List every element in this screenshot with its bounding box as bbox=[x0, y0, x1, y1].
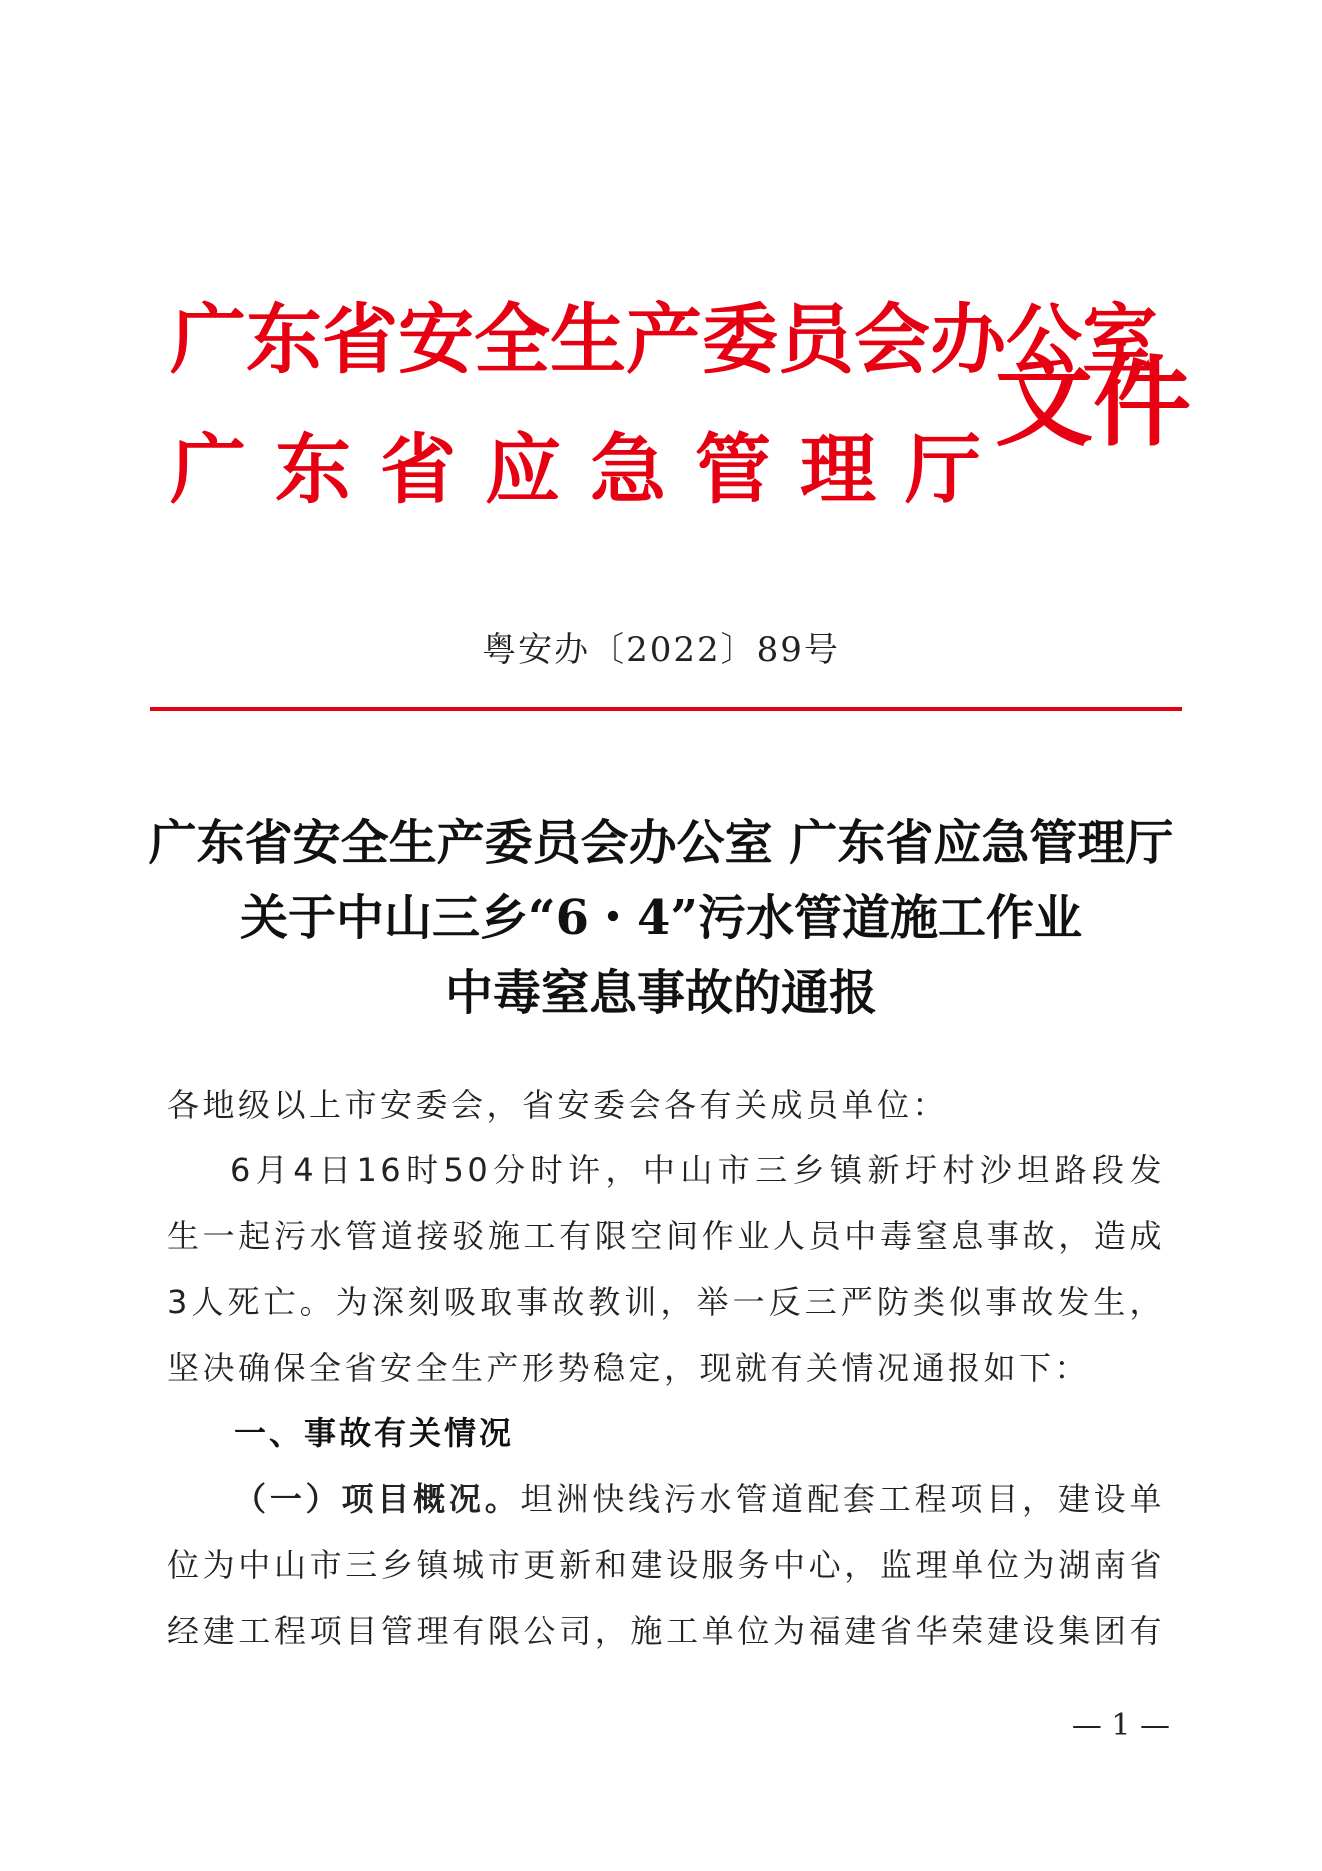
issuer-line-2-char: 应 bbox=[485, 425, 561, 514]
paragraph-2-line-text: 坦洲快线污水管道配套工程项目，建设单 bbox=[520, 1480, 1165, 1518]
paragraph-1-line: 6月4日16时50分时许，中山市三乡镇新圩村沙坦路段发 bbox=[230, 1151, 1165, 1189]
issuer-line-2-char: 急 bbox=[590, 425, 666, 514]
issuer-line-2-char: 厅 bbox=[905, 425, 981, 514]
paragraph-2-line: 经建工程项目管理有限公司，施工单位为福建省华荣建设集团有 bbox=[167, 1612, 1165, 1650]
salutation: 各地级以上市安委会，省安委会各有关成员单位： bbox=[167, 1086, 949, 1124]
document-title-line-1: 广东省安全生产委员会办公室 广东省应急管理厅 bbox=[148, 815, 1174, 871]
issuer-line-2-char: 东 bbox=[275, 425, 351, 514]
issuer-line-2-char: 理 bbox=[800, 425, 876, 514]
document-title-line-3: 中毒窒息事故的通报 bbox=[444, 965, 877, 1021]
paragraph-2-line: 位为中山市三乡镇城市更新和建设服务中心，监理单位为湖南省 bbox=[167, 1546, 1165, 1584]
issuer-suffix: 文件 bbox=[995, 345, 1192, 460]
page-number: — 1 — bbox=[1071, 1708, 1170, 1743]
red-separator-rule bbox=[150, 707, 1182, 711]
paragraph-1-line: 3人死亡。为深刻吸取事故教训，举一反三严防类似事故发生， bbox=[167, 1283, 1165, 1321]
paragraph-2-subheading: （一）项目概况。 bbox=[234, 1480, 521, 1518]
document-title-line-2: 关于中山三乡“6・4”污水管道施工作业 bbox=[239, 890, 1083, 946]
section-1-heading: 一、事故有关情况 bbox=[234, 1414, 515, 1452]
issuer-line-2-char: 管 bbox=[695, 425, 771, 514]
paragraph-1-line: 生一起污水管道接驳施工有限空间作业人员中毒窒息事故，造成 bbox=[167, 1217, 1165, 1255]
issuer-line-1: 广东省安全生产委员会办公室 bbox=[170, 295, 1158, 384]
issuer-line-2-char: 广 bbox=[170, 425, 246, 514]
paragraph-1-line: 坚决确保全省安全生产形势稳定，现就有关情况通报如下： bbox=[167, 1349, 1091, 1387]
paragraph-2-line bbox=[234, 1466, 1165, 1532]
issuer-line-2-char: 省 bbox=[380, 425, 456, 514]
issuer-line-2 bbox=[170, 425, 981, 515]
document-number: 粤安办〔2022〕89号 bbox=[482, 630, 840, 670]
